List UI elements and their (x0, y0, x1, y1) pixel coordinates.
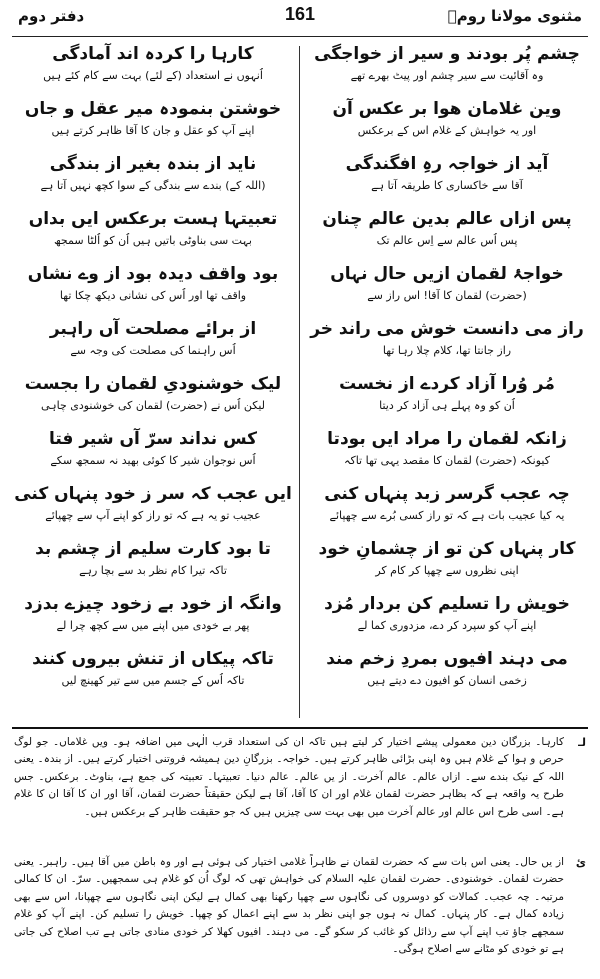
persian-verse: کارہا را کردہ اند آمادگی (52, 44, 254, 64)
verse-block (12, 370, 294, 425)
urdu-translation: اُنہوں نے استعداد (کے لئے) بہت سے کام کئے ہیں (43, 69, 263, 82)
footnote (14, 734, 586, 854)
verse-block (12, 535, 294, 590)
urdu-translation: وہ آقائیت سے سیر چشم اور پیٹ بھرے تھے (350, 69, 544, 82)
urdu-translation: تاکہ تیرا کام نظر بد سے بچا رہے (79, 564, 227, 577)
persian-verse: کس نداند سرّ آں شیر فتا (48, 429, 258, 449)
verse-block (12, 260, 294, 315)
footnote-text: کارہا۔ بزرگان دین معمولی پیشے اختیار کر لیتے ہیں تاکہ ان کی استعداد قرب الٰہی میں اضافہ ہو۔ ویں غلاماں۔ جو لوگ حرص و ہوا کے غلام ہیں وہ اپنی بڑائی ظاہر کرتے ہیں۔ خواجہ۔ بزرگانِ دین ہمیشہ فروتنی اختیار کرتے ہیں۔ از بندہ۔ یعنی اللہ کے نیک بندے سے۔ ازاں عالم۔ عالم آخرت۔ از یں عالم۔ عالم دنیا۔ تعبیتہا۔ تعبیتہ کی جمع ہے، بناوٹ۔ برعکس۔ جس طرح یہ واقعہ ہے کہ بظاہر حضرت لقمان غلام اور ان کا آقا، آقا ہے لیکن حقیقتاً حضرت لقمان، آقا اور ان کا آقا ان کا غلام ہے۔ اسی طرح اس عالم اور عالم آخرت میں بھی بہت سی چیزیں ہیں کہ جو حقیقت ظاہر کے برعکس ہیں۔ (14, 736, 564, 818)
persian-verse: می دہند افیوں بمردِ زخم مند (326, 649, 568, 669)
running-title: مثنوی مولانا رومؒ (447, 7, 582, 25)
persian-verse: چشم پُر بودند و سیر از خواجگی (314, 44, 580, 64)
persian-verse: خواجۂ لقمان ازیں حال نہاں (330, 264, 564, 284)
persian-verse: تا بود کارت سلیم از چشم بد (35, 539, 271, 559)
footnote-separator (12, 727, 588, 729)
urdu-translation: پس اُس عالم سے اِس عالم تک (376, 234, 518, 247)
persian-verse: وانگہ از خود بے زخود چیزے بدزد (24, 594, 282, 614)
left-verse-column (12, 40, 294, 720)
verse-block (12, 480, 294, 535)
footnote-number: لـ (578, 736, 586, 749)
urdu-translation: اپنے آپ کو سپرد کر دے، مزدوری کما لے (357, 619, 537, 632)
urdu-translation: اور یہ خواہش کے غلام اس کے برعکس (357, 124, 537, 137)
persian-verse: لیک خوشنودیِ لقمان را بجست (24, 374, 282, 394)
verse-block (12, 40, 294, 95)
urdu-translation: واقف تھا اور اُس کی نشانی دیکھ چکا تھا (59, 289, 247, 302)
persian-verse: بود واقف دیدہ بود از وے نشاں (27, 264, 279, 284)
urdu-translation: عجیب تو یہ ہے کہ تو راز کو اپنے آپ سے چھپائے (45, 509, 261, 522)
verse-block (306, 315, 588, 370)
persian-verse: ناید از بندہ بغیر از بندگی (49, 154, 257, 174)
urdu-translation: پھر بے خودی میں اپنے میں سے کچھ چرا لے (56, 619, 250, 632)
persian-verse: خویش را تسلیم کن بردار مُزد (324, 594, 570, 614)
verse-block (306, 480, 588, 535)
right-verse-column (306, 40, 588, 720)
footnote (14, 854, 586, 970)
urdu-translation: اپنی نظروں سے چھپا کر کام کر (375, 564, 519, 577)
urdu-translation: اُس نوجوان شیر کا کوئی بھید نہ سمجھ سکے (50, 454, 256, 467)
persian-verse: آید از خواجہ رہِ افگندگی (345, 154, 549, 174)
urdu-translation: تاکہ اُس کے جسم میں سے تیر کھینچ لیں (61, 674, 245, 687)
verse-block (12, 590, 294, 645)
urdu-translation: زخمی انسان کو افیون دے دیتے ہیں (367, 674, 527, 687)
page-number: 161 (284, 4, 316, 24)
urdu-translation: (حضرت) لقمان کا آقا! اس راز سے (367, 289, 527, 302)
urdu-translation: لیکن اُس نے (حضرت) لقمان کی خوشنودی چاہی (40, 399, 266, 412)
verse-block (306, 260, 588, 315)
verse-block (306, 645, 588, 700)
verse-block (306, 95, 588, 150)
persian-verse: کار پنہاں کن تو از چشمانِ خود (318, 539, 576, 559)
persian-verse: از برائے مصلحت آں راہبر (49, 319, 257, 339)
persian-verse: چہ عجب گرسر زبد پنہاں کنی (324, 484, 570, 504)
persian-verse: راز می دانست خوش می راند خر (310, 319, 584, 339)
persian-verse: تاکہ پیکاں از تنش بیروں کنند (32, 649, 274, 669)
urdu-translation: اُس راہنما کی مصلحت کی وجہ سے (70, 344, 236, 357)
urdu-translation: یہ کیا عجیب بات ہے کہ تو راز کسی بُرے سے چھپائے (329, 509, 565, 522)
verse-block (12, 95, 294, 150)
verse-block (306, 535, 588, 590)
verse-block (306, 370, 588, 425)
volume-label: دفتر دوم (18, 7, 85, 25)
verse-block (306, 425, 588, 480)
verse-block (12, 205, 294, 260)
urdu-translation: کیونکہ (حضرت) لقمان کا مقصد یہی تھا تاکہ (344, 454, 550, 467)
verse-block (306, 150, 588, 205)
header-rule (12, 36, 588, 37)
urdu-translation: راز جانتا تھا، کلام چلا رہا تھا (382, 344, 512, 357)
page-header (18, 4, 582, 34)
footnote-number: ئ (575, 856, 586, 869)
persian-verse: خوشتن بنمودہ میر عقل و جاں (24, 99, 282, 119)
verse-block (12, 645, 294, 700)
urdu-translation: اُن کو وہ پہلے ہی آزاد کر دیتا (379, 399, 515, 412)
urdu-translation: (اللہ کے) بندے سے بندگی کے سوا کچھ نہیں آتا ہے (40, 179, 266, 192)
urdu-translation: اپنے آپ کو عقل و جان کا آقا ظاہر کرتے ہیں (51, 124, 255, 137)
column-divider (299, 46, 300, 718)
verse-block (12, 150, 294, 205)
footnote-text: از یں حال۔ یعنی اس بات سے کہ حضرت لقمان نے ظاہراً غلامی اختیار کی ہوئی ہے اور وہ باطن میں آقا ہیں۔ راہبر۔ یعنی حضرت لقمان۔ خوشنودی۔ حضرت لقمان علیہ السلام کی خواہش تھی کہ لوگ اُن کو غلام ہی سمجھیں۔ سرّ۔ ان کا کمالی مرتبہ۔ چہ عجب۔ کمالات کو دوسروں کی نگاہوں سے چھپا رکھنا بھی کمال ہے لیکن اپنی نگاہوں سے چھپانا، اس سے بھی زیادہ کمال ہے۔ کار پنہاں۔ کمال نہ ہوں جو اپنی نظر بد سے اپنے اعمال کو چھپا۔ خویش را تسلیم کن۔ اپنے آپ کو غلام سمجھے جاؤ تب اپنے آپ سے رذائل کو غائب کر سکو گے۔ می دہند۔ افیوں کھلا کر خودی منادی جاتی ہے تب اصلاح کی جاتی ہے تو خودی کو مٹانے سے اصلاح ہوگی۔ (14, 856, 564, 956)
urdu-translation: آقا سے خاکساری کا طریقہ آتا ہے (371, 179, 523, 192)
persian-verse: ایں عجب کہ سر ز خود پنہاں کنی (14, 484, 292, 504)
footnotes (14, 734, 586, 972)
verse-block (12, 425, 294, 480)
urdu-translation: بہت سی بناوٹی باتیں ہیں اُن کو اُلٹا سمجھ (53, 234, 252, 247)
verse-block (306, 590, 588, 645)
persian-verse: وین غلامان هوا بر عکس آن (332, 99, 562, 119)
persian-verse: مُر وُرا آزاد کردے از نخست (339, 374, 555, 394)
verse-block (306, 40, 588, 95)
verse-block (306, 205, 588, 260)
persian-verse: پس ازاں عالم بدین عالم چنان (322, 209, 572, 229)
persian-verse: تعبیتہا ہست برعکس ایں بداں (28, 209, 278, 229)
verse-block (12, 315, 294, 370)
persian-verse: زانکہ لقمان را مراد ایں بودتا (327, 429, 567, 449)
